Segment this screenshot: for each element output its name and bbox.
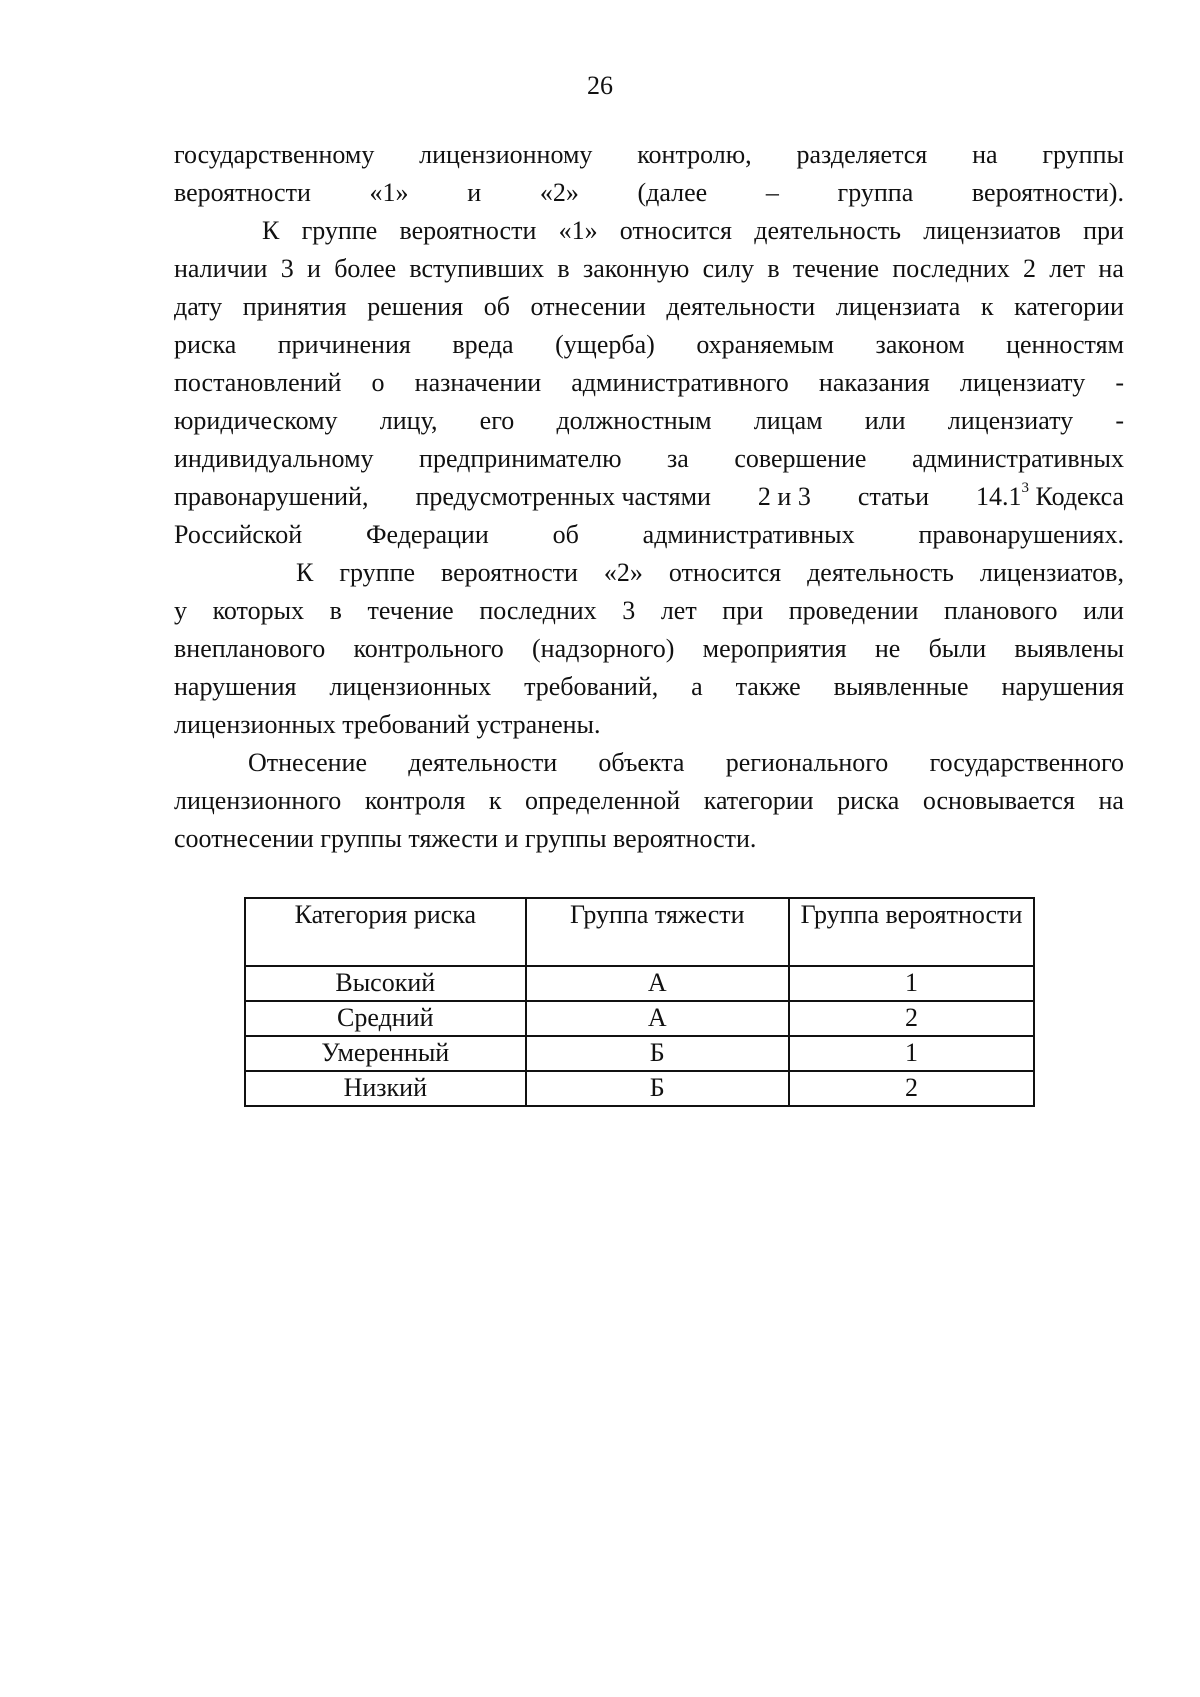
word: деятельности [666, 292, 816, 321]
text-line [174, 174, 1124, 212]
word: на [972, 140, 998, 169]
table-cell: Умеренный [245, 1036, 526, 1071]
word: (ущерба) [555, 330, 655, 359]
word: контроля [364, 786, 466, 815]
word: совершение [734, 444, 867, 473]
text-line [174, 820, 1124, 858]
word: государственного [929, 748, 1124, 777]
word: или [864, 406, 906, 435]
article-ref [976, 478, 1124, 516]
table-cell: Б [526, 1071, 789, 1106]
word: в [329, 596, 342, 625]
word: его [479, 406, 515, 435]
word: наличии [174, 254, 268, 283]
word: на [1098, 254, 1124, 283]
word: в [767, 254, 780, 283]
word: деятельность [807, 558, 954, 587]
header-cell-severity-group: Группа тяжести [526, 898, 789, 966]
table-row [245, 966, 1034, 1001]
word: Федерации [365, 520, 489, 549]
word: не [874, 634, 901, 663]
text-line [174, 440, 1124, 478]
word: законом [875, 330, 965, 359]
word: также [735, 672, 801, 701]
paragraph-4 [174, 744, 1124, 858]
word: решения [367, 292, 464, 321]
table-cell: 2 [789, 1071, 1034, 1106]
text-line [174, 516, 1124, 554]
word: лет [1049, 254, 1086, 283]
word: лицу, [379, 406, 438, 435]
word: «1» [369, 178, 409, 207]
word: в [557, 254, 570, 283]
paragraph-3 [174, 554, 1124, 744]
word: о [371, 368, 385, 397]
word: требований, [524, 672, 659, 701]
word: объекта [598, 748, 685, 777]
word: дату [174, 292, 223, 321]
text-line [174, 478, 1124, 516]
word: силу [702, 254, 755, 283]
table-cell: 1 [789, 1036, 1034, 1071]
word: группе [339, 558, 416, 587]
word: наказания [818, 368, 930, 397]
word: лицензиату [947, 406, 1074, 435]
table-cell: Высокий [245, 966, 526, 1001]
risk-category-table [244, 897, 1035, 1107]
word: планового [944, 596, 1058, 625]
page-number: 26 [587, 71, 613, 100]
text-line [174, 326, 1124, 364]
table-header-row [245, 898, 1034, 966]
text-line [174, 668, 1124, 706]
word: лицам [753, 406, 823, 435]
word: при [1083, 216, 1124, 245]
table-row [245, 1071, 1034, 1106]
word: а [691, 672, 703, 701]
word: принятия [242, 292, 347, 321]
word: группе [301, 216, 378, 245]
word: юридическому [174, 406, 338, 435]
table-cell: Б [526, 1036, 789, 1071]
word: течение [367, 596, 454, 625]
word: категории [703, 786, 814, 815]
word: Российской [174, 520, 303, 549]
word: административных [642, 520, 855, 549]
word: нарушения [174, 672, 297, 701]
word: 3 [280, 254, 294, 283]
word: лицензиата [835, 292, 961, 321]
word: «2» [603, 558, 643, 587]
word: постановлений [174, 368, 342, 397]
word: «2» [539, 178, 579, 207]
word: 2 [1022, 254, 1036, 283]
word: регионального [725, 748, 889, 777]
word: вероятности). [971, 178, 1124, 207]
word: при [722, 596, 764, 625]
table-cell: 1 [789, 966, 1034, 1001]
text-line [174, 554, 1124, 592]
word: которых [212, 596, 305, 625]
word: лицензиатов [923, 216, 1061, 245]
word: деятельности [408, 748, 558, 777]
word: более [334, 254, 397, 283]
word: предпринимателю [419, 444, 622, 473]
text-line [174, 212, 1124, 250]
word: и [307, 254, 321, 283]
word: лицензиатов, [979, 558, 1124, 587]
word: статьи [857, 482, 930, 511]
text-line [174, 250, 1124, 288]
article-number: 14.1 [976, 482, 1022, 511]
word: - [1115, 406, 1124, 435]
word: (далее [637, 178, 708, 207]
word: внепланового [174, 634, 326, 663]
word: 2 и 3 [757, 482, 811, 511]
word: правонарушениях. [918, 520, 1124, 549]
word: «1» [558, 216, 598, 245]
word: – [765, 178, 779, 207]
header-cell-probability-group: Группа вероятности [789, 898, 1034, 966]
word: к [488, 786, 502, 815]
text-line [174, 706, 1124, 744]
word: вступивших [409, 254, 545, 283]
word: - [1115, 368, 1124, 397]
word: контролю, [637, 140, 752, 169]
word: назначении [414, 368, 542, 397]
word: выявленные [833, 672, 969, 701]
word: вреда [452, 330, 514, 359]
word: относится [619, 216, 733, 245]
word: лицензионного [174, 786, 342, 815]
word: или [1083, 596, 1124, 625]
word: проведении [788, 596, 919, 625]
text-line [174, 782, 1124, 820]
word: определенной [525, 786, 681, 815]
word: предусмотренных частями [415, 482, 711, 511]
word: законную [582, 254, 690, 283]
word: нарушения [1001, 672, 1124, 701]
word: мероприятия [702, 634, 847, 663]
word: вероятности [441, 558, 578, 587]
word: лицензионных [329, 672, 492, 701]
word: последних [892, 254, 1010, 283]
word: соотнесении группы тяжести и группы вероятности. [174, 824, 757, 853]
word: контрольного [353, 634, 504, 663]
text-line [174, 136, 1124, 174]
word: вероятности [399, 216, 537, 245]
word: были [928, 634, 987, 663]
header-cell-risk-category: Категория риска [245, 898, 526, 966]
text-line [174, 744, 1124, 782]
word: административных [912, 444, 1124, 473]
word: за [667, 444, 689, 473]
paragraph-1 [174, 136, 1124, 212]
word: к [980, 292, 994, 321]
word: об [552, 520, 579, 549]
word: К [296, 558, 314, 587]
word: у [174, 596, 187, 625]
word: вероятности [174, 178, 311, 207]
text-line [174, 592, 1124, 630]
word: административного [571, 368, 789, 397]
word: 3 [622, 596, 636, 625]
word: относится [668, 558, 782, 587]
word: К [262, 216, 280, 245]
word: выявлены [1014, 634, 1124, 663]
word: деятельность [754, 216, 902, 245]
word: последних [479, 596, 597, 625]
word: охраняемым [696, 330, 835, 359]
table-cell: Средний [245, 1001, 526, 1036]
word: об [483, 292, 510, 321]
word: ценностям [1006, 330, 1124, 359]
word: и [467, 178, 482, 207]
word: (надзорного) [532, 634, 675, 663]
table-cell: А [526, 1001, 789, 1036]
word: лицензиату [959, 368, 1086, 397]
text-line [174, 364, 1124, 402]
word: течение [792, 254, 880, 283]
table-cell: 2 [789, 1001, 1034, 1036]
word: индивидуальному [174, 444, 374, 473]
word: риска [174, 330, 237, 359]
text-line [174, 288, 1124, 326]
word: лицензионных требований устранены. [174, 710, 601, 739]
word: Отнесение [248, 748, 368, 777]
word: группа [837, 178, 914, 207]
table-row [245, 1001, 1034, 1036]
word: основывается [922, 786, 1075, 815]
superscript: 3 [1021, 480, 1030, 496]
table-cell: Низкий [245, 1071, 526, 1106]
word: на [1098, 786, 1124, 815]
word: Кодекса [1035, 482, 1124, 511]
word: разделяется [796, 140, 928, 169]
paragraph-2 [174, 212, 1124, 554]
word: государственному [174, 140, 375, 169]
word: отнесении [530, 292, 646, 321]
word: группы [1042, 140, 1124, 169]
word: лицензионному [419, 140, 593, 169]
word: должностным [556, 406, 712, 435]
word: правонарушений, [174, 482, 369, 511]
table-row [245, 1036, 1034, 1071]
word: причинения [277, 330, 411, 359]
table-cell: А [526, 966, 789, 1001]
text-line [174, 402, 1124, 440]
text-line [174, 630, 1124, 668]
word: лет [660, 596, 697, 625]
word: риска [837, 786, 900, 815]
word: категории [1014, 292, 1124, 321]
